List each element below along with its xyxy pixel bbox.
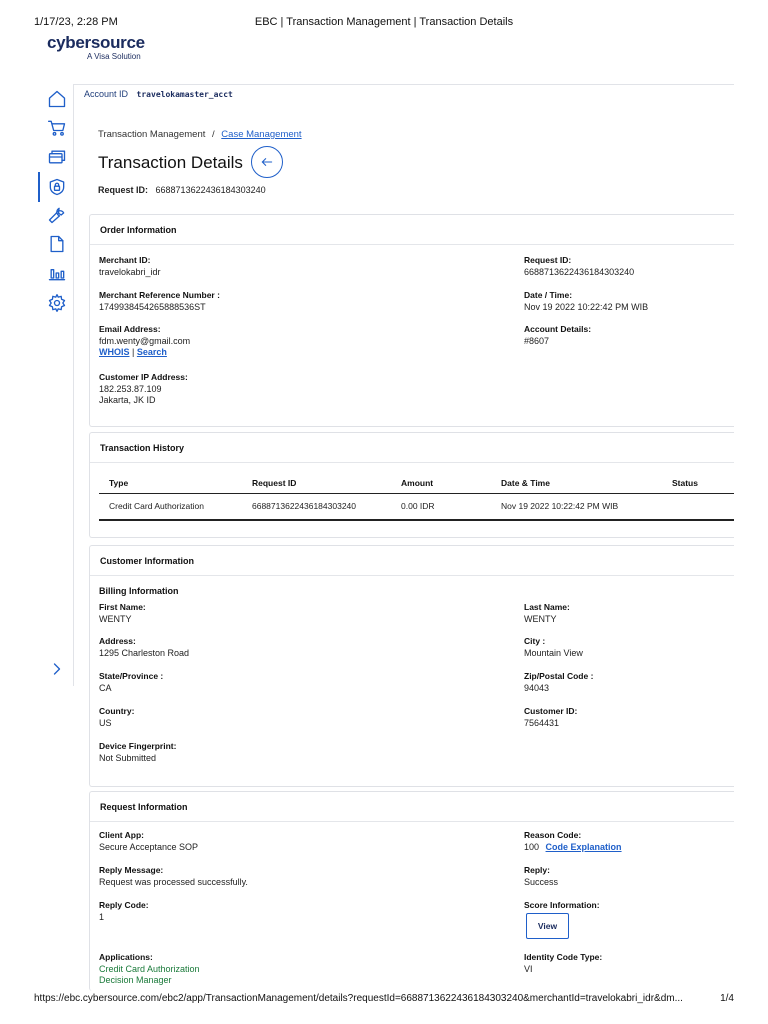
column-header-status[interactable]: Status xyxy=(662,470,734,494)
score-information-label: Score Information: xyxy=(524,900,600,910)
customer-id-field xyxy=(524,706,577,729)
date-time-field xyxy=(524,290,648,313)
breadcrumb xyxy=(98,129,302,140)
email-label: Email Address: xyxy=(99,324,161,334)
chevron-right-icon[interactable] xyxy=(46,658,68,680)
column-header-date-time[interactable]: Date & Time xyxy=(491,470,662,494)
state-field xyxy=(99,671,163,694)
sidebar-nav xyxy=(38,84,74,686)
email-value: fdm.wenty@gmail.com xyxy=(99,335,191,346)
header-divider xyxy=(74,84,734,85)
reply-code-value: 1 xyxy=(99,911,105,922)
customer-id-label: Customer ID: xyxy=(524,706,578,716)
merchant-id-field xyxy=(99,255,161,278)
device-fingerprint-label: Device Fingerprint: xyxy=(99,741,177,751)
last-name-value: WENTY xyxy=(524,613,557,624)
billing-information-title: Billing Information xyxy=(99,586,179,596)
breadcrumb-case-management-link[interactable]: Case Management xyxy=(221,129,302,140)
city-field xyxy=(524,636,583,659)
client-app-field xyxy=(99,830,198,853)
account-id-value[interactable]: travelokamaster_acct xyxy=(136,90,233,99)
code-explanation-link[interactable]: Code Explanation xyxy=(545,841,622,852)
print-header xyxy=(34,16,734,30)
identity-code-type-value: VI xyxy=(524,963,533,974)
request-information-title: Request Information xyxy=(100,802,188,812)
last-name-field xyxy=(524,602,570,625)
client-app-value: Secure Acceptance SOP xyxy=(99,841,199,852)
active-nav-indicator xyxy=(38,172,40,202)
merchant-id-label: Merchant ID: xyxy=(99,255,151,265)
shield-icon[interactable] xyxy=(46,176,68,198)
zip-field xyxy=(524,671,593,694)
address-value: 1295 Charleston Road xyxy=(99,647,190,658)
first-name-value: WENTY xyxy=(99,613,132,624)
print-footer xyxy=(34,993,734,1007)
date-time-label: Date / Time: xyxy=(524,290,573,300)
last-name-label: Last Name: xyxy=(524,602,570,612)
zip-value: 94043 xyxy=(524,682,550,693)
order-request-id-field xyxy=(524,255,634,278)
reply-value: Success xyxy=(524,876,559,887)
reply-message-value: Request was processed successfully. xyxy=(99,876,248,887)
back-button[interactable] xyxy=(251,146,283,178)
date-time-value: Nov 19 2022 10:22:42 PM WIB xyxy=(524,301,649,312)
device-fingerprint-value: Not Submitted xyxy=(99,752,157,763)
cell-date-time: Nov 19 2022 10:22:42 PM WIB xyxy=(491,494,662,521)
account-bar xyxy=(84,89,233,99)
customer-location-value: Jakarta, JK ID xyxy=(99,395,156,405)
print-datetime: 1/17/23, 2:28 PM xyxy=(34,16,118,28)
merchant-id-value: travelokabri_idr xyxy=(99,266,161,277)
reply-field xyxy=(524,865,558,888)
merchant-reference-field xyxy=(99,290,220,313)
card-divider xyxy=(90,244,734,245)
cell-status xyxy=(662,494,734,521)
column-header-type[interactable]: Type xyxy=(99,470,242,494)
reply-message-label: Reply Message: xyxy=(99,865,164,875)
applications-label: Applications: xyxy=(99,952,153,962)
state-value: CA xyxy=(99,682,112,693)
order-request-id-value: 6688713622436184303240 xyxy=(524,266,635,277)
table-row[interactable] xyxy=(99,494,734,521)
customer-information-card xyxy=(89,545,734,787)
transaction-history-title: Transaction History xyxy=(100,443,185,453)
country-field xyxy=(99,706,134,729)
merchant-reference-value: 1749938454265888536ST xyxy=(99,301,206,312)
identity-code-type-label: Identity Code Type: xyxy=(524,952,603,962)
column-header-request-id[interactable]: Request ID xyxy=(242,470,391,494)
identity-code-type-field xyxy=(524,952,602,975)
first-name-field xyxy=(99,602,146,625)
account-details-value: #8607 xyxy=(524,335,550,346)
address-label: Address: xyxy=(99,636,136,646)
customer-ip-field xyxy=(99,372,188,407)
cybersource-logo[interactable] xyxy=(47,34,145,61)
cell-type: Credit Card Authorization xyxy=(99,494,242,521)
transaction-history-table xyxy=(99,470,734,521)
merchant-reference-label: Merchant Reference Number : xyxy=(99,290,220,300)
customer-ip-value: 182.253.87.109 xyxy=(99,383,162,394)
print-url: https://ebc.cybersource.com/ebc2/app/TransactionManagement/details?requestId=6688713622436184303240&merchantId=travelokabri_idr&dm... xyxy=(34,993,683,1004)
breadcrumb-separator: / xyxy=(212,129,215,140)
reason-code-label: Reason Code: xyxy=(524,830,582,840)
breadcrumb-parent[interactable]: Transaction Management xyxy=(98,129,206,140)
table-header-row xyxy=(99,470,734,494)
page-request-id-label: Request ID: xyxy=(98,185,149,195)
cards-icon[interactable] xyxy=(46,146,68,168)
applications-field xyxy=(99,952,200,987)
search-link[interactable]: Search xyxy=(136,347,167,357)
account-details-field xyxy=(524,324,591,347)
zip-label: Zip/Postal Code : xyxy=(524,671,594,681)
email-field xyxy=(99,324,190,359)
cell-amount: 0.00 IDR xyxy=(391,494,491,521)
client-app-label: Client App: xyxy=(99,830,145,840)
reply-code-field xyxy=(99,900,149,923)
application-item: Credit Card Authorization xyxy=(99,963,200,974)
card-divider xyxy=(90,821,734,822)
page-request-id xyxy=(98,185,266,195)
brand-name: cybersource xyxy=(47,33,145,52)
device-fingerprint-field xyxy=(99,741,176,764)
reply-message-field xyxy=(99,865,248,888)
view-score-button[interactable]: View xyxy=(526,913,569,939)
gear-icon[interactable] xyxy=(46,292,68,314)
state-label: State/Province : xyxy=(99,671,164,681)
arrow-left-icon xyxy=(259,154,275,170)
city-label: City : xyxy=(524,636,546,646)
page-request-id-value: 6688713622436184303240 xyxy=(155,185,266,195)
address-field xyxy=(99,636,189,659)
bar-chart-icon[interactable] xyxy=(46,262,68,284)
first-name-label: First Name: xyxy=(99,602,146,612)
page-title: Transaction Details xyxy=(98,153,243,172)
account-details-label: Account Details: xyxy=(524,324,592,334)
cart-icon[interactable] xyxy=(46,117,68,139)
application-item: Decision Manager xyxy=(99,975,172,985)
link-separator: | xyxy=(132,347,135,357)
whois-link[interactable]: WHOIS xyxy=(99,347,130,357)
document-icon[interactable] xyxy=(46,233,68,255)
reason-code-field xyxy=(524,830,622,853)
city-value: Mountain View xyxy=(524,647,583,658)
wrench-icon[interactable] xyxy=(46,204,68,226)
order-information-title: Order Information xyxy=(100,225,177,235)
column-header-amount[interactable]: Amount xyxy=(391,470,491,494)
order-request-id-label: Request ID: xyxy=(524,255,572,265)
customer-ip-label: Customer IP Address: xyxy=(99,372,188,382)
score-information-field xyxy=(524,900,600,912)
brand-tagline: A Visa Solution xyxy=(87,52,141,61)
cell-request-id[interactable]: 6688713622436184303240 xyxy=(242,494,391,521)
reason-code-value: 100 xyxy=(524,841,540,852)
home-icon[interactable] xyxy=(46,88,68,110)
print-document-title: EBC | Transaction Management | Transaction Details xyxy=(254,16,514,28)
card-divider xyxy=(90,462,734,463)
customer-information-title: Customer Information xyxy=(100,556,195,566)
customer-id-value: 7564431 xyxy=(524,717,560,728)
country-label: Country: xyxy=(99,706,135,716)
card-divider xyxy=(90,575,734,576)
reply-code-label: Reply Code: xyxy=(99,900,149,910)
print-page-number: 1/4 xyxy=(720,993,734,1004)
reply-label: Reply: xyxy=(524,865,550,875)
account-id-label: Account ID xyxy=(84,89,129,99)
country-value: US xyxy=(99,717,112,728)
